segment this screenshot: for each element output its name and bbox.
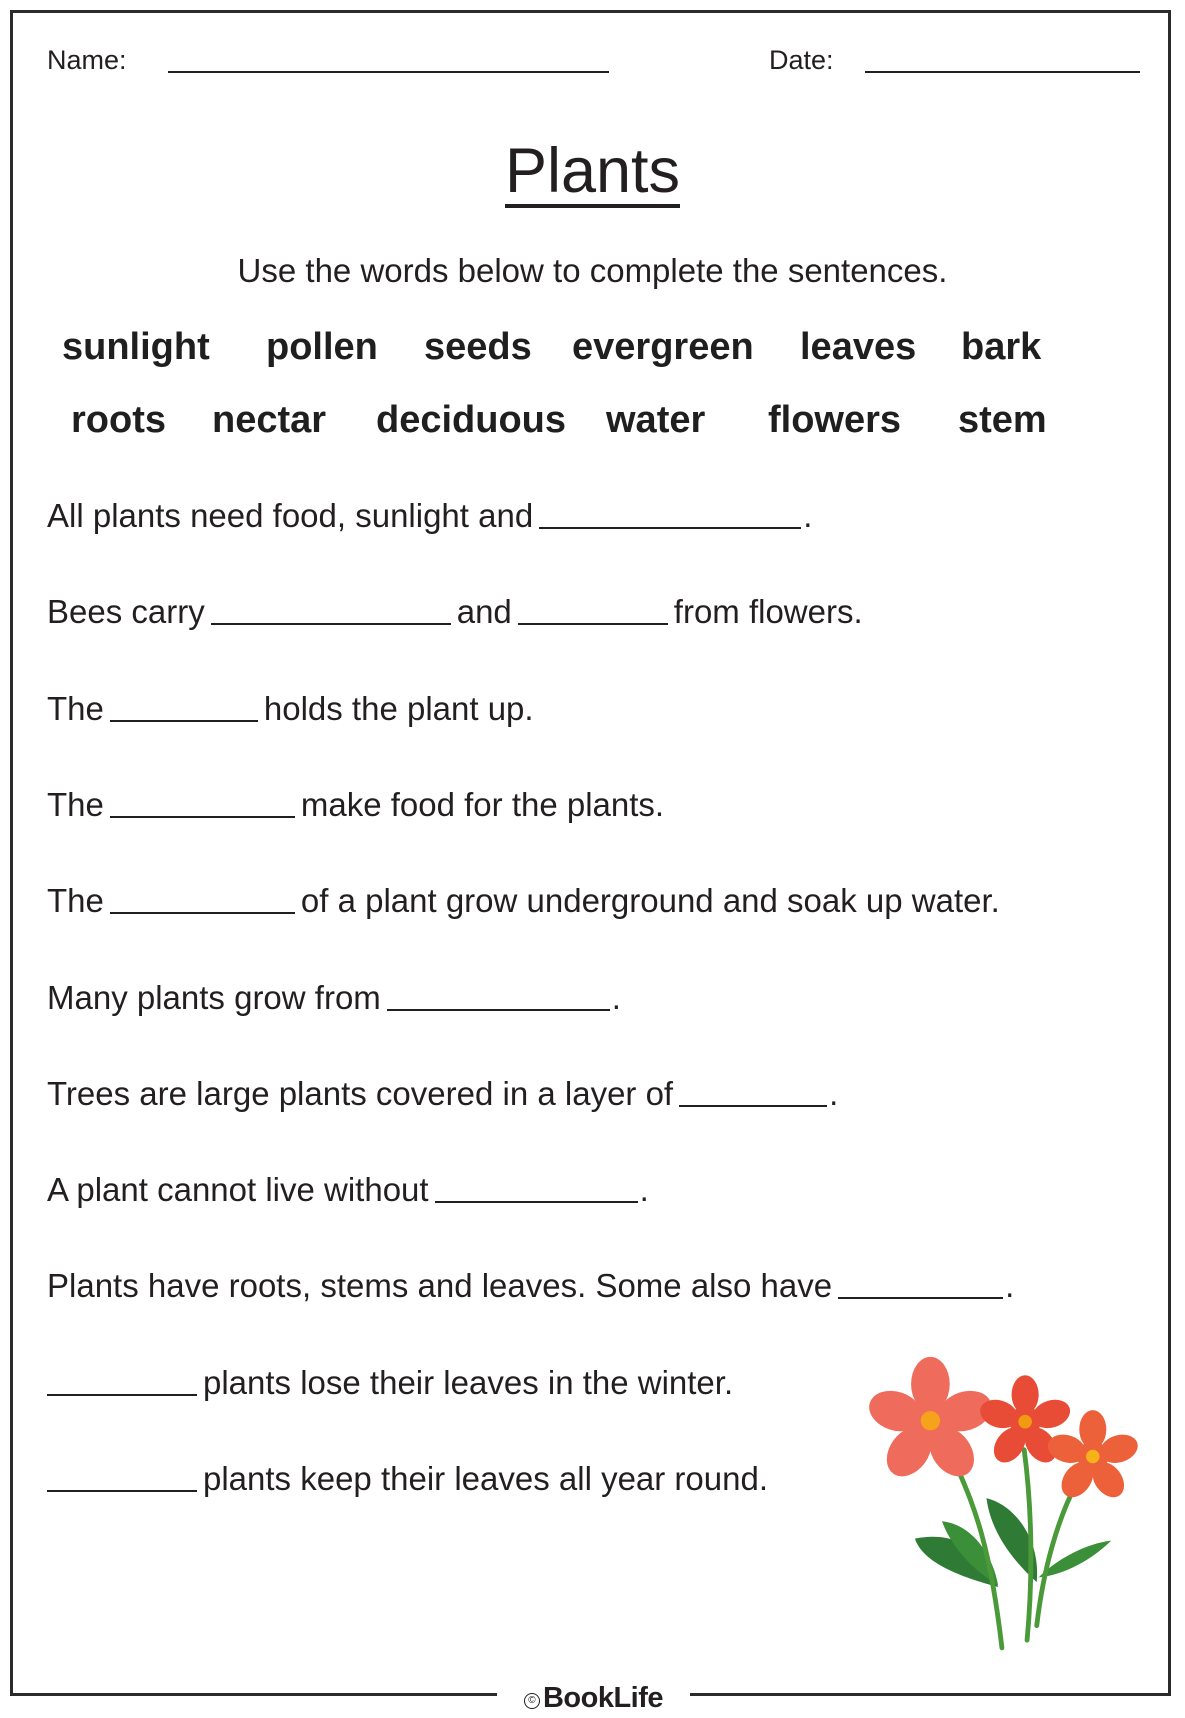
page-title <box>0 138 1185 208</box>
word-bank-item: roots <box>71 399 166 441</box>
word-bank-item: bark <box>961 326 1042 368</box>
word-bank-item: water <box>606 399 706 441</box>
word-bank-item: stem <box>958 399 1047 441</box>
word-bank-item: seeds <box>424 326 532 368</box>
footer <box>497 1678 690 1718</box>
sentence-text: plants keep their leaves all year round. <box>203 1460 768 1497</box>
sentence-5 <box>47 882 1000 920</box>
sentence-text: The <box>47 882 104 919</box>
sentence-text: A plant cannot live without <box>47 1171 429 1208</box>
flowers-illustration <box>855 1345 1145 1655</box>
word-bank-item: pollen <box>266 326 378 368</box>
answer-blank[interactable] <box>110 911 295 914</box>
answer-blank[interactable] <box>679 1104 827 1107</box>
word-bank-item: nectar <box>212 399 327 441</box>
sentence-11 <box>47 1460 768 1498</box>
sentence-text: . <box>803 497 813 534</box>
answer-blank[interactable] <box>110 815 295 818</box>
word-bank-item: sunlight <box>62 326 210 368</box>
sentence-text: of a plant grow underground and soak up water. <box>300 882 1000 919</box>
answer-blank[interactable] <box>838 1296 1003 1299</box>
answer-blank[interactable] <box>47 1393 197 1396</box>
name-field[interactable] <box>168 71 609 73</box>
page-title-text: Plants <box>504 136 681 206</box>
answer-blank[interactable] <box>211 622 451 625</box>
sentence-8 <box>47 1171 649 1209</box>
sentence-text: . <box>611 979 621 1016</box>
sentence-7 <box>47 1075 838 1113</box>
word-bank-item: leaves <box>800 326 917 368</box>
sentence-text: make food for the plants. <box>300 786 665 823</box>
answer-blank[interactable] <box>435 1200 638 1203</box>
answer-blank[interactable] <box>539 526 801 529</box>
flower-icon <box>864 1357 997 1485</box>
sentence-10 <box>47 1364 733 1402</box>
sentence-text: Trees are large plants covered in a layer of <box>47 1075 674 1112</box>
sentence-text: . <box>1005 1267 1015 1304</box>
date-field[interactable] <box>865 71 1140 73</box>
answer-blank[interactable] <box>47 1489 197 1492</box>
instructions: Use the words below to complete the sentences. <box>237 252 948 289</box>
word-bank-item: evergreen <box>572 326 754 368</box>
word-bank-item: flowers <box>768 399 902 441</box>
sentence-text: Many plants grow from <box>47 979 381 1016</box>
name-label: Name: <box>47 45 127 75</box>
sentence-text: The <box>47 786 104 823</box>
header-row <box>0 45 1185 85</box>
copyright-icon: © <box>524 1693 540 1709</box>
sentence-text: All plants need food, sunlight and <box>47 497 534 534</box>
sentence-4 <box>47 786 664 824</box>
sentence-3 <box>47 690 534 728</box>
word-bank-item: deciduous <box>376 399 567 441</box>
sentence-text: Plants have roots, stems and leaves. Some also have <box>47 1267 833 1304</box>
sentence-text: holds the plant up. <box>263 690 534 727</box>
sentence-text: Bees carry <box>47 593 205 630</box>
sentence-text: . <box>829 1075 839 1112</box>
sentence-text: from flowers. <box>673 593 863 630</box>
sentence-2 <box>47 593 863 631</box>
sentence-text: and <box>456 593 512 630</box>
sentence-text: . <box>639 1171 649 1208</box>
brand-logo: BookLife <box>542 1681 664 1714</box>
sentence-1 <box>47 497 812 535</box>
date-label: Date: <box>769 45 834 75</box>
answer-blank[interactable] <box>518 622 668 625</box>
answer-blank[interactable] <box>110 719 258 722</box>
sentence-6 <box>47 979 621 1017</box>
sentence-text: The <box>47 690 104 727</box>
sentence-9 <box>47 1267 1014 1305</box>
answer-blank[interactable] <box>387 1008 610 1011</box>
sentence-text: plants lose their leaves in the winter. <box>203 1364 734 1401</box>
